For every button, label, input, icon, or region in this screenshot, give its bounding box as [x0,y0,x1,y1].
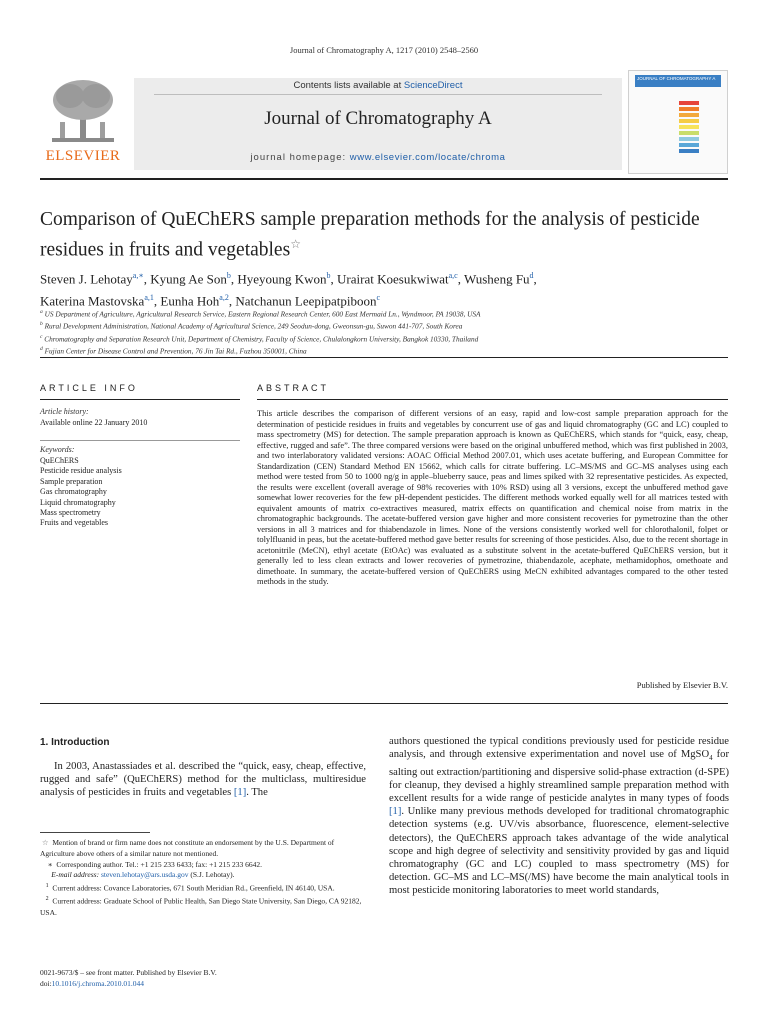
article-info-rule [40,399,240,400]
affiliation-marker: d [40,346,43,353]
author-name: Wusheng Fu [463,271,530,287]
author-name: Eunha Hoh [160,293,220,309]
email-link[interactable]: steven.lehotay@ars.usda.gov [100,870,189,880]
journal-citation: Journal of Chromatography A, 1217 (2010) 2548–2560 [289,45,479,55]
abstract-heading: ABSTRACT [257,383,330,393]
author-name: Katerina Mastovska [40,293,145,309]
band-divider [154,94,602,95]
asterisk-icon: ∗ [47,859,53,869]
footnote-corresponding [40,860,370,871]
col2-text-a: authors questioned the typical conditions previously used for pesticide residue analysis, and through extensive experimentation and novel use of MgSO [389,736,729,761]
cover-stripe [679,125,699,129]
doi-label: doi: [40,979,52,988]
col2-text-b: for salting out extraction/partitioning and dispersive solid-phase extraction (d-SPE) for cleanup, they devised a highly streamlined sample preparation method with excellent results for a wide range of pesticide analytes in many types of foods [389,749,729,804]
journal-header-band [134,78,622,170]
author-affiliation-marker[interactable]: a,1 [144,293,154,303]
affiliation-marker: b [40,321,43,328]
elsevier-tree-icon [48,78,118,146]
footnote-1-text: Current address: Covance Laboratories, 671 South Meridian Rd., Greenfield, IN 46140, USA. [52,883,335,893]
title-footnote-star-icon[interactable]: ☆ [290,237,301,251]
footnote-rule [40,832,150,833]
reference-link[interactable]: [1] [389,806,402,818]
keyword-item: Sample preparation [40,476,103,486]
author-separator: , [153,293,161,309]
col2-subscript: 4 [709,754,713,763]
affiliation-marker: c [40,333,43,340]
elsevier-logo [40,78,126,168]
homepage-label: journal homepage: [250,152,350,163]
cover-stripe [679,101,699,105]
cover-stripe [679,113,699,117]
author-affiliation-marker[interactable]: d [529,271,534,280]
author-list [40,266,720,311]
doi-line [40,978,370,989]
author-separator: , [228,293,236,309]
journal-cover-image [628,70,728,174]
history-value: Available online 22 January 2010 [40,418,148,427]
keyword-item: Mass spectrometry [40,508,101,518]
reference-link[interactable]: [1] [233,787,247,798]
contents-prefix: Contents lists available at [293,80,404,91]
affiliation-line [40,307,730,319]
keyword-item: Fruits and vegetables [40,518,108,528]
footnote-corresponding-text: Corresponding author. Tel.: +1 215 233 6433; fax: +1 215 233 6642. [56,859,263,869]
cover-stripe [679,119,699,123]
author-separator: , [230,271,238,287]
affiliation-text: Rural Development Administration, National Academy of Agricultural Science, 249 Seodun-dong, Gweonsun-gu, Suwon 441-707, South Korea [42,321,463,331]
cover-stripe [679,149,699,153]
issn-block [40,967,370,989]
homepage-url[interactable]: www.elsevier.com/locate/chroma [349,152,506,163]
author-name: Hyeyoung Kwon [237,271,327,287]
author-name: Urairat Koesukwiwat [337,271,449,287]
sciencedirect-link[interactable]: ScienceDirect [403,80,463,91]
affiliation-text: Fujian Center for Disease Control and Prevention, 76 Jin Tai Rd., Fuzhou 350001, China [42,346,307,356]
doi-link[interactable]: 10.1016/j.chroma.2010.01.044 [51,979,144,988]
keyword-item: Liquid chromatography [40,497,116,507]
elsevier-wordmark: ELSEVIER [45,148,121,164]
affiliation-text: Chromatography and Separation Research Unit, Department of Chemistry, Faculty of Science, Chulalongkorn University, Bangkok 10330, Thailand [42,334,479,344]
author-separator: , [457,271,464,287]
footnote-star [40,838,370,860]
keyword-item: Gas chromatography [40,487,107,497]
footnote-1: $^1$ Current address: Covance Laboratories, 671 South Meridian Rd., Greenfield, IN 46140, USA. [45,883,335,893]
author-name: Steven J. Lehotay [40,271,133,287]
published-by: Published by Elsevier B.V. [636,680,728,690]
cover-stripe [679,131,699,135]
cover-stripe [679,143,699,147]
header-rule [40,178,728,180]
keyword-item: Pesticide residue analysis [40,466,122,476]
abstract-bottom-rule [40,703,728,704]
footnote-2-text: Current address: Graduate School of Public Health, San Diego State University, San Diego, CA 92182, USA. [40,896,362,917]
journal-homepage [134,152,622,163]
cover-stripe [679,137,699,141]
author-separator: , [330,271,338,287]
affiliation-line [40,332,730,344]
footnote-email [40,870,370,881]
email-after: (S.J. Lehotay). [188,870,235,880]
article-info-heading: ARTICLE INFO [40,383,138,393]
author-separator: , [143,271,151,287]
abstract-text: This article describes the comparison of different versions of an easy, rapid and low-cost sample preparation approach for the determination of pesticide residues in fruits and vegetables by concurrent use of gas and liquid chromatography (GC and LC) coupled to mass spectrometry (MS) for detection. The sample preparation approach is known as QuEChERS, which stands for “quick, easy, cheap, effective, rugged and safe”. The three compared versions were based on the original unbuffered method, which was first published in 2003, and two interlaboratory validated versions: AOAC Official Method 2007.01, which uses acetate buffering, and European Committee for Standardization (CEN) Standard Method EN 15662, which calls for citrate buffering. LC–MS/MS and GC–MS analyses using each method were tested from 50 to 1000 ng/g in apple–blueberry sauce, peas and limes spiked with 32 representative pesticides. As expected, the results were excellent (overall average of 98% recoveries with 10% RSD) using all 3 versions, except the unbuffered method gave somewhat lower recoveries for the few pH-dependent pesticides. The different methods worked equally well for all matrices tested with equivalent amounts of matrix co-extractives measured, matrix effects on quantification and chemical noise from matrix in the chromatographic backgrounds. The acetate-buffered version gave higher and more consistent recoveries for pymetrozine than the other versions in all 3 matrices and for thiabendazole in limes. None of the versions consistently worked well for chlorothalonil, folpet or tolylfluanid in peas, but the acetate-buffered method gave better results for screening of those pesticides. Also, due to the recent shortage in acetonitrile (MeCN), ethyl acetate (EtOAc) was evaluated as a substitute solvent in the acetate-buffered QuEChERS version, but it generally led to less clean extracts and lower recoveries of pymetrozine, thiabendazole, acephate, methamidophos, omethoate and dimethoate. In summary, the acetate-buffered version of QuEChERS using MeCN exhibited advantages compared to the other tested methods in the study. [257,408,728,586]
keywords-list [40,456,240,529]
author-affiliation-marker[interactable]: b [326,271,331,280]
author-affiliation-marker[interactable]: a,2 [219,293,229,303]
author-affiliation-marker[interactable]: a,∗ [132,271,144,280]
author-name: Kyung Ae Son [150,271,227,287]
title-block-rule [40,357,728,358]
history-label: Article history: [40,407,89,416]
intro-text: In 2003, Anastassiades et al. described the “quick, easy, cheap, effective, rugged and safe” (QuEChERS) method for the multiclass, multiresidue analysis of pesticides in fruits and vegetables [40,761,366,798]
footnote-star-text: Mention of brand or firm name does not constitute an endorsement by the U.S. Department of Agriculture above others of a similar nature not mentioned. [40,838,335,858]
keywords-rule [40,440,240,441]
footnote-2: $^2$ Current address: Graduate School of Public Health, San Diego State University, San Diego, CA 92182, USA. [40,896,362,917]
affiliation-text: US Department of Agriculture, Agricultural Research Service, Eastern Regional Research Center, 600 East Mermaid Ln., Wyndmoor, PA 19038, USA [42,309,481,319]
keywords-label: Keywords: [40,445,75,454]
affiliation-marker: a [40,309,43,315]
affiliation-line [40,344,730,356]
introduction-column-2 [389,735,729,898]
journal-title: Journal of Chromatography A [264,108,492,129]
footnotes [40,838,370,919]
issn-line: 0021-9673/$ – see front matter. Published by Elsevier B.V. [40,968,217,977]
introduction-paragraph [40,760,366,799]
star-icon: ☆ [41,838,49,847]
author-name: Natchanun Leepipatpiboon [235,293,377,309]
article-title [40,208,700,263]
author-affiliation-marker[interactable]: c [376,293,381,303]
article-title-text: Comparison of QuEChERS sample preparation methods for the analysis of pesticide residues in fruits and vegetables [40,209,700,261]
keyword-item: QuEChERS [40,456,79,465]
email-label: E-mail address: [51,870,101,880]
introduction-heading: 1. Introduction [40,737,110,748]
affiliations [40,307,730,357]
intro-text-end: . The [246,787,268,798]
abstract-rule [257,399,728,400]
author-affiliation-marker[interactable]: a,c [448,271,458,280]
cover-title: JOURNAL OF CHROMATOGRAPHY A [637,76,716,81]
col2-text-c: . Unlike many previous methods developed for traditional chromatographic detection systems (e.g. UV/vis absorbance, fluorescence, element-selective detectors), the QuEChERS approach takes advantage of the wide analytical scope and high degree of selectivity and sensitivity provided by gas and liquid chromatography (GC and LC) coupled to mass spectrometry (MS) for detection. GC–MS and LC–MS(/MS) have become the main analytical tools in most pesticide monitoring laboratories to meet world standards, [389,806,729,897]
contents-line [134,80,622,91]
author-separator: , [533,271,537,287]
affiliation-line [40,319,730,331]
cover-stripe [679,107,699,111]
author-affiliation-marker[interactable]: b [226,271,231,280]
